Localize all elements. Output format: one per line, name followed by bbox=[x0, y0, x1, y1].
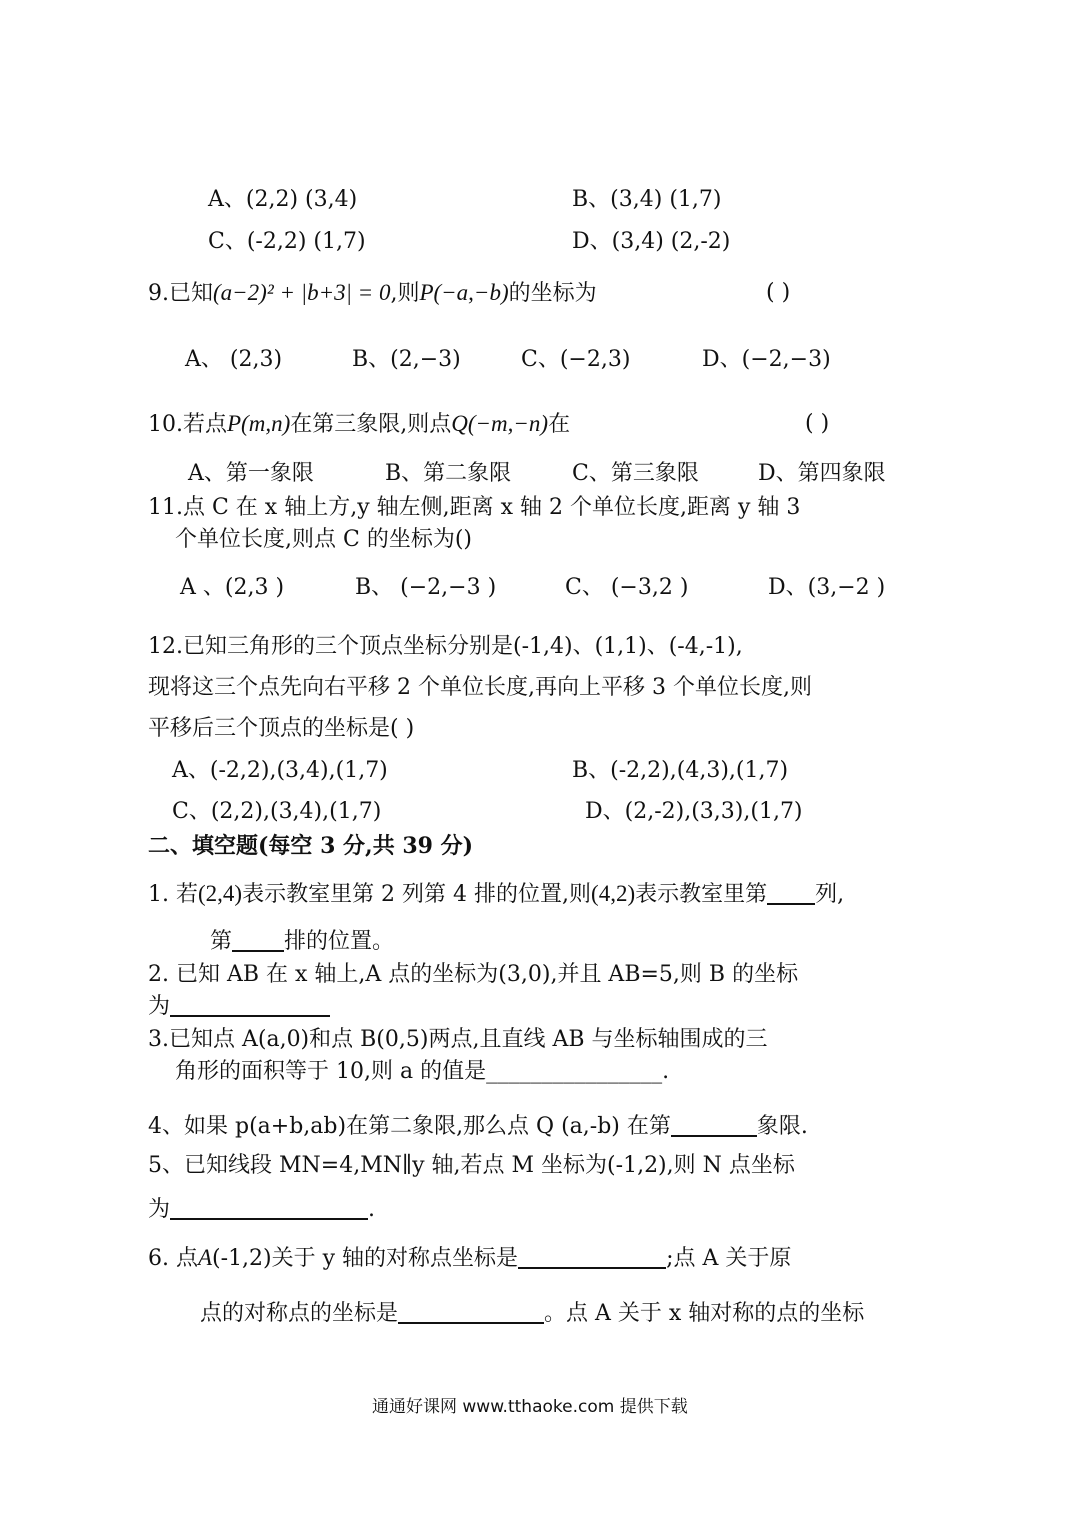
f3-line-2a: 角形的面积等于 10,则 a 的值是 bbox=[175, 1059, 487, 1084]
f4-part-2: 象限. bbox=[756, 1114, 808, 1139]
f3-line-1: 3.已知点 A(a,0)和点 B(0,5)两点,且直线 AB 与坐标轴围成的三 bbox=[148, 1027, 768, 1052]
q10-middle: 在第三象限,则点 bbox=[290, 412, 452, 437]
f5-line-2a: 为 bbox=[148, 1197, 171, 1222]
q11-option-a: A 、(2,3 ) bbox=[180, 575, 285, 600]
q9-point: P(−a,−b) bbox=[419, 280, 509, 305]
f5-blank bbox=[170, 1196, 368, 1220]
f5-line-2b: . bbox=[368, 1197, 376, 1222]
f1-pos-2: (4,2) bbox=[591, 881, 636, 906]
q9-option-b: B、(2,−3) bbox=[352, 347, 461, 372]
q9-option-c: C、(−2,3) bbox=[521, 347, 631, 372]
f4-line bbox=[148, 1113, 808, 1141]
q10-option-a: A、第一象限 bbox=[188, 461, 314, 486]
f1-line-2a: 第 bbox=[210, 929, 233, 954]
f3-line-2 bbox=[175, 1058, 669, 1086]
f6-part-2: (-1,2)关于 y 轴的对称点坐标是 bbox=[212, 1246, 519, 1271]
q8-option-c: C、(-2,2) (1,7) bbox=[208, 229, 366, 254]
q10-point-p: P(m,n) bbox=[227, 411, 291, 436]
q11-option-c: C、 (−3,2 ) bbox=[565, 575, 689, 600]
q10-option-d: D、第四象限 bbox=[758, 461, 886, 486]
q9-middle: ,则 bbox=[390, 281, 420, 306]
q10-prefix: 10.若点 bbox=[148, 412, 227, 437]
f2-blank bbox=[170, 993, 330, 1017]
f1-line-1 bbox=[148, 880, 844, 909]
q10-stem bbox=[148, 410, 570, 439]
q12-line-1: 12.已知三角形的三个顶点坐标分别是(-1,4)、(1,1)、(-4,-1), bbox=[148, 634, 743, 659]
q9-formula: (a−2)² + |b+3| = 0 bbox=[213, 280, 391, 305]
q11-option-b: B、 (−2,−3 ) bbox=[355, 575, 497, 600]
q12-option-a: A、(-2,2),(3,4),(1,7) bbox=[172, 758, 388, 783]
q11-option-d: D、(3,−2 ) bbox=[768, 575, 886, 600]
section-2-title: 二、填空题(每空 3 分,共 39 分) bbox=[148, 833, 474, 859]
f1-part-4: 列, bbox=[815, 882, 845, 907]
q12-line-2: 现将这三个点先向右平移 2 个单位长度,再向上平移 3 个单位长度,则 bbox=[148, 675, 812, 700]
f4-blank bbox=[671, 1113, 757, 1137]
f3-line-2b: ________________. bbox=[486, 1059, 670, 1084]
f2-line-1: 2. 已知 AB 在 x 轴上,A 点的坐标为(3,0),并且 AB=5,则 B 的坐标 bbox=[148, 962, 799, 987]
f2-line-2-text: 为 bbox=[148, 994, 171, 1019]
f6-line-2b: 。点 A 关于 x 轴对称的点的坐标 bbox=[544, 1301, 865, 1326]
f1-part-3: 表示教室里第 bbox=[635, 882, 768, 907]
f6-line-2a: 点的对称点的坐标是 bbox=[200, 1301, 399, 1326]
f6-point-a: A bbox=[197, 1245, 213, 1270]
q9-answer-paren: ( ) bbox=[766, 280, 791, 305]
q10-option-b: B、第二象限 bbox=[385, 461, 512, 486]
f5-line-1: 5、已知线段 MN=4,MN∥y 轴,若点 M 坐标为(-1,2),则 N 点坐标 bbox=[148, 1153, 795, 1178]
q10-suffix: 在 bbox=[548, 412, 571, 437]
q12-option-d: D、(2,-2),(3,3),(1,7) bbox=[585, 799, 803, 824]
q12-line-3: 平移后三个顶点的坐标是( ) bbox=[148, 716, 415, 741]
f1-part-1: 1. 若 bbox=[148, 882, 198, 907]
q9-suffix: 的坐标为 bbox=[508, 281, 597, 306]
f1-line-2 bbox=[210, 928, 394, 956]
f6-line-2 bbox=[200, 1300, 864, 1328]
f1-pos-1: (2,4) bbox=[197, 881, 243, 906]
page-footer: 通通好课网 www.tthaoke.com 提供下载 bbox=[372, 1397, 688, 1417]
f1-blank-column bbox=[767, 881, 815, 905]
q9-option-a: A、 (2,3) bbox=[185, 347, 283, 372]
q10-option-c: C、第三象限 bbox=[572, 461, 699, 486]
q10-answer-paren: ( ) bbox=[805, 411, 830, 436]
f5-line-2 bbox=[148, 1196, 375, 1224]
f1-part-2: 表示教室里第 2 列第 4 排的位置,则 bbox=[242, 882, 592, 907]
q11-line-2: 个单位长度,则点 C 的坐标为() bbox=[175, 527, 472, 552]
q9-stem bbox=[148, 279, 597, 308]
q12-option-b: B、(-2,2),(4,3),(1,7) bbox=[572, 758, 789, 783]
f1-blank-row bbox=[232, 928, 284, 952]
f1-line-2b: 排的位置。 bbox=[284, 929, 395, 954]
f6-part-3: ;点 A 关于原 bbox=[666, 1246, 792, 1271]
q8-option-a: A、(2,2) (3,4) bbox=[208, 187, 358, 212]
q8-option-d: D、(3,4) (2,-2) bbox=[572, 229, 731, 254]
q11-line-1: 11.点 C 在 x 轴上方,y 轴左侧,距离 x 轴 2 个单位长度,距离 y 轴 3 bbox=[148, 495, 801, 520]
f4-part-1: 4、如果 p(a+b,ab)在第二象限,那么点 Q (a,-b) 在第 bbox=[148, 1114, 671, 1139]
f6-blank-y-axis bbox=[518, 1245, 666, 1269]
f6-blank-origin bbox=[398, 1300, 544, 1324]
f6-line-1 bbox=[148, 1244, 791, 1273]
q9-prefix: 9.已知 bbox=[148, 281, 213, 306]
q12-option-c: C、(2,2),(3,4),(1,7) bbox=[172, 799, 382, 824]
q8-option-b: B、(3,4) (1,7) bbox=[572, 187, 722, 212]
q10-point-q: Q(−m,−n) bbox=[451, 411, 549, 436]
f6-part-1: 6. 点 bbox=[148, 1246, 198, 1271]
f2-line-2 bbox=[148, 993, 330, 1021]
q9-option-d: D、(−2,−3) bbox=[702, 347, 831, 372]
